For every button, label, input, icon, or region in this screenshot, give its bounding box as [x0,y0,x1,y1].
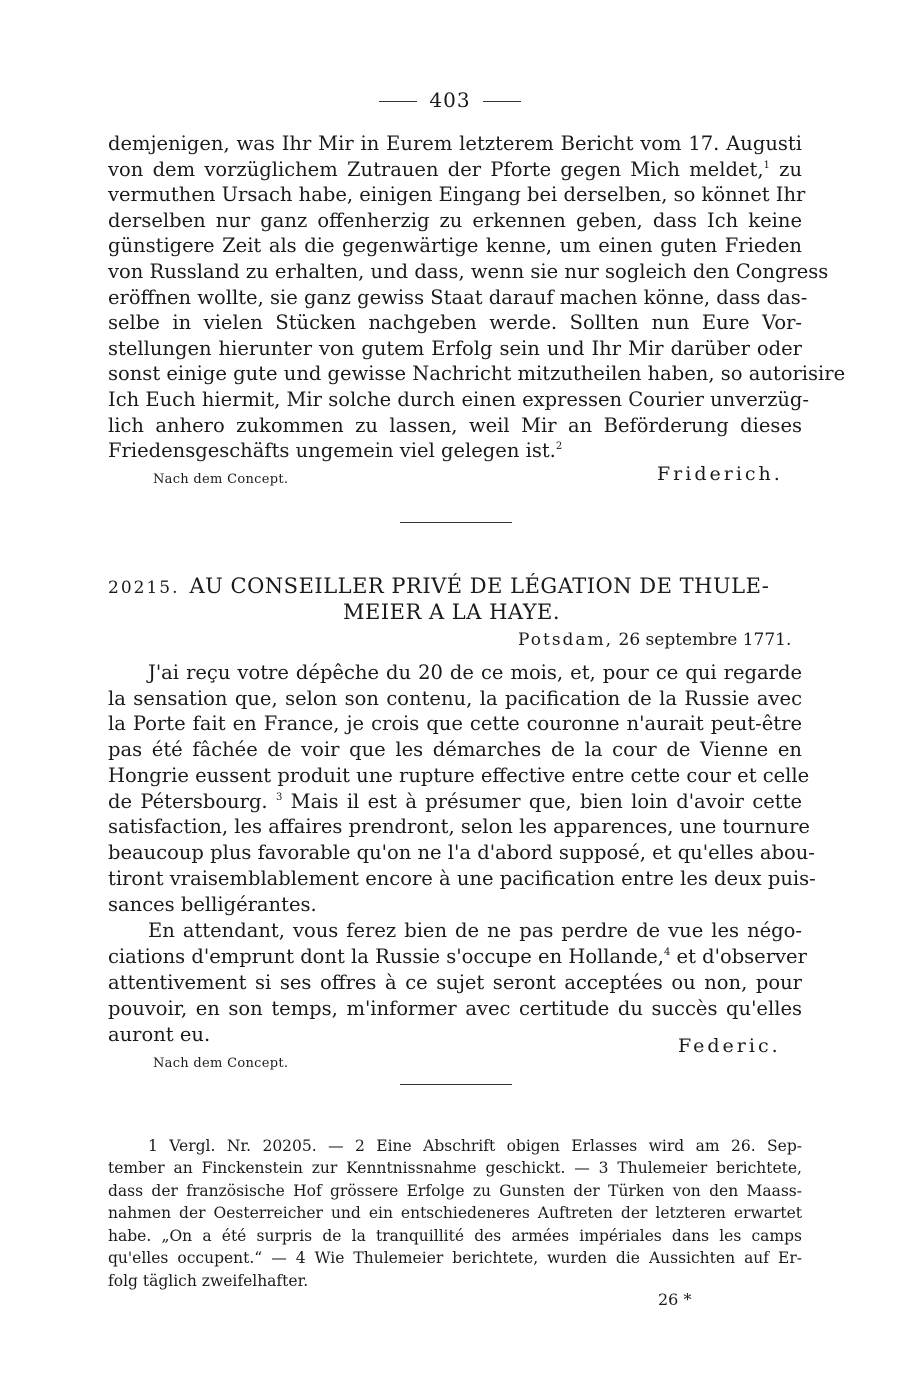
signature: Federic. [678,1035,781,1057]
footnote-marker: 4 [663,947,671,958]
text-line: demjenigen, was Ihr Mir in Eurem letzterem Bericht vom 17. Augusti [108,132,802,155]
heading-line-2: MEIER A LA HAYE. [343,600,561,624]
text-line: günstigere Zeit als die gegenwärtige kenne, um einen guten Frieden [108,234,802,257]
dateline [518,630,791,650]
header-dash-right [483,101,521,102]
text-fragment: zu [779,158,803,181]
text-line: vermuthen Ursach habe, einigen Eingang bei derselben, so könnet Ihr [108,183,806,206]
footnote-line: habe. „On a été surpris de la tranquillité des armées impériales dans les camps [108,1227,802,1245]
text-line: la Porte fait en France, je crois que cette couronne n'aurait peut-être [108,712,802,735]
footnote-line: dass der französische Hof grössere Erfolge zu Gunsten der Türken von den Maass- [108,1182,802,1200]
heading-line-1: AU CONSEILLER PRIVÉ DE LÉGATION DE THULE- [189,574,770,598]
page-number: 403 [429,88,471,112]
text-line: tiront vraisemblablement encore à une pacification entre les deux puis- [108,867,816,890]
text-line: pas été fâchée de voir que les démarches de la cour de Vienne en [108,738,802,761]
footnote-marker: 2 [555,441,563,452]
text-line: beaucoup plus favorable qu'on ne l'a d'abord supposé, et qu'elles abou- [108,841,815,864]
footnote-line: tember an Finckenstein zur Kenntnissnahme geschickt. — 3 Thulemeier berichtete, [108,1159,802,1177]
text-line: auront eu. [108,1023,211,1046]
text-fragment: Friedensgeschäfts ungemein viel gelegen ist. [108,439,556,462]
section-divider [400,1084,512,1085]
text-line [108,789,802,815]
text-line: Ich Euch hiermit, Mir solche durch einen expressen Courier unverzüg- [108,388,810,411]
signature: Friderich. [657,463,783,485]
text-line: attentivement si ses offres à ce sujet seront acceptées ou non, pour [108,971,802,994]
footnote-line: qu'elles occupent.“ — 4 Wie Thulemeier berichtete, wurden die Aussichten auf Er- [108,1249,802,1267]
source-note: Nach dem Concept. [153,1056,289,1071]
text-line: stellungen hierunter von gutem Erfolg sein und Ihr Mir darüber oder [108,337,802,360]
text-line [108,944,807,970]
footnote-line: 1 Vergl. Nr. 20205. — 2 Eine Abschrift obigen Erlasses wird am 26. Sep- [148,1137,802,1155]
text-fragment: ciations d'emprunt dont la Russie s'occupe en Hollande, [108,945,664,968]
text-line: lich anhero zukommen zu lassen, weil Mir an Beförderung dieses [108,414,802,437]
header-dash-left [379,101,417,102]
signature-mark: 26 * [658,1290,692,1309]
section-divider [400,522,512,523]
text-line: satisfaction, les affaires prendront, selon les apparences, une tournure [108,815,810,838]
source-note: Nach dem Concept. [153,472,289,487]
text-line [108,157,802,183]
footnote-line: nahmen der Oesterreicher und ein entschiedeneres Auftreten der letzteren erwartet [108,1204,802,1222]
place: Potsdam, [518,630,614,650]
text-line: la sensation que, selon son contenu, la pacification de la Russie avec [108,687,802,710]
text-fragment: von dem vorzüglichem Zutrauen der Pforte gegen Mich meldet, [108,158,764,181]
footnote-line: folg täglich zweifelhafter. [108,1272,309,1290]
text-line: pouvoir, en son temps, m'informer avec certitude du succès qu'elles [108,997,802,1020]
text-line: selbe in vielen Stücken nachgeben werde. Sollten nun Eure Vor- [108,311,802,334]
page-number-header [0,88,900,112]
text-line: eröffnen wollte, sie ganz gewiss Staat darauf machen könne, dass das- [108,286,808,309]
text-fragment: de Pétersbourg. [108,790,268,813]
text-line: Hongrie eussent produit une rupture effective entre cette cour et celle [108,764,810,787]
text-line: J'ai reçu votre dépêche du 20 de ce mois, et, pour ce qui regarde [148,661,802,684]
text-line: sances belligérantes. [108,893,317,916]
date: 26 septembre 1771. [618,630,792,650]
letter-number: 20215. [108,578,180,598]
text-line: von Russland zu erhalten, und dass, wenn sie nur sogleich den Congress [108,260,829,283]
letter-heading [108,574,802,598]
text-line: derselben nur ganz offenherzig zu erkennen geben, dass Ich keine [108,209,802,232]
footnote-marker: 1 [763,160,770,171]
text-fragment: Mais il est à présumer que, bien loin d'avoir cette [290,790,802,813]
text-line: En attendant, vous ferez bien de ne pas perdre de vue les négo- [148,919,802,942]
footnote-marker: 3 [275,792,283,803]
text-line [108,438,802,464]
text-line: sonst einige gute und gewisse Nachricht mitzutheilen haben, so autorisire [108,362,846,385]
text-fragment: et d'observer [676,945,807,968]
